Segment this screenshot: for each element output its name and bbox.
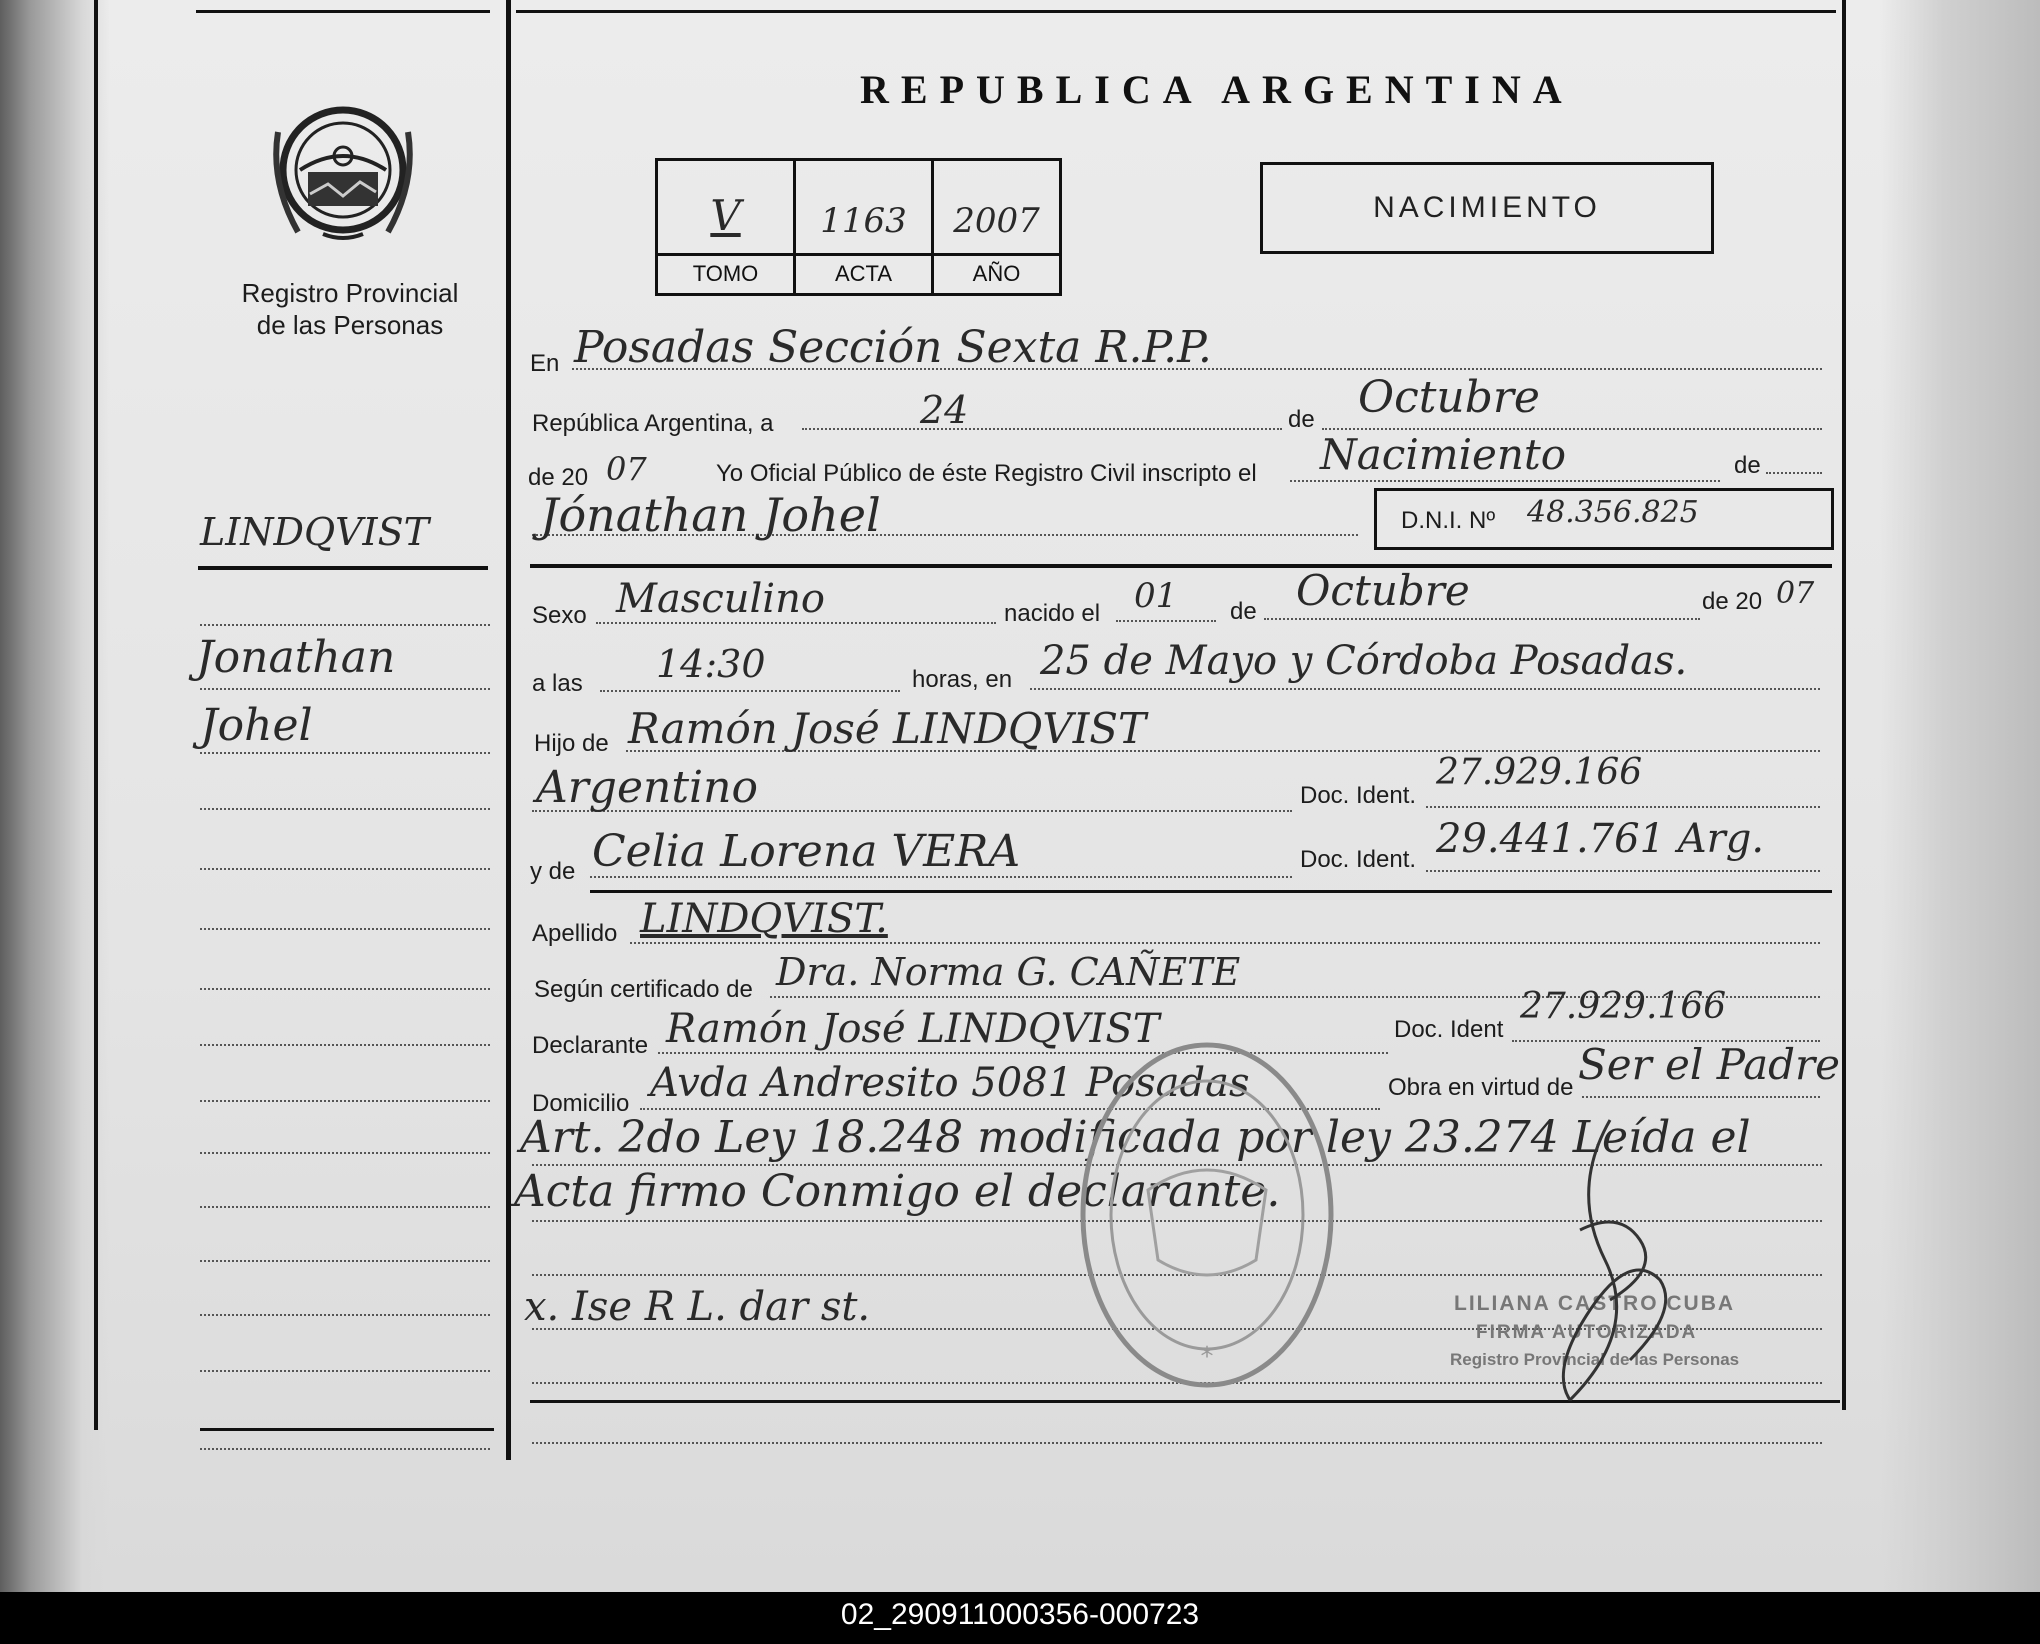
value-nacionalidad: Argentino: [536, 762, 758, 813]
value-doc-madre: 29.441.761 Arg.: [1436, 816, 1765, 862]
section-rule-1: [530, 564, 1832, 568]
misiones-seal-icon: [268, 92, 418, 247]
value-nacido-dia: 01: [1134, 576, 1178, 616]
label-apellido: Apellido: [532, 920, 618, 947]
label-doc-2: Doc. Ident.: [1300, 846, 1417, 873]
side-dotted-line: [200, 1100, 490, 1102]
province-seal: [268, 92, 418, 247]
label-sexo: Sexo: [532, 602, 587, 629]
tomo-label: TOMO: [692, 261, 759, 286]
label-horas: horas, en: [912, 666, 1013, 693]
side-dotted-line: [200, 1314, 490, 1316]
line-doc-padre: [1426, 806, 1820, 808]
section-rule-2: [590, 890, 1832, 893]
value-lugar-nac: 25 de Mayo y Córdoba Posadas.: [1040, 638, 1688, 684]
side-dotted-line: [200, 868, 490, 870]
side-dotted-line: [200, 1044, 490, 1046]
stamp-official-role: FIRMA AUTORIZADA: [1476, 1322, 1698, 1343]
label-a-las: a las: [532, 670, 583, 697]
value-declarante: Ramón José LINDQVIST: [666, 1006, 1160, 1052]
label-y-de: y de: [530, 858, 576, 885]
side-first-name: Jonathan: [196, 632, 396, 683]
value-nota-1: Art. 2do Ley 18.248 modificada por ley 23.274 Leída el: [520, 1112, 1751, 1163]
value-inscripto: Nacimiento: [1320, 430, 1567, 479]
label-republica: República Argentina, a: [532, 410, 774, 437]
acta-label: ACTA: [834, 261, 893, 286]
value-domicilio: Avda Andresito 5081 Posadas: [650, 1060, 1250, 1106]
value-doc-padre: 27.929.166: [1436, 752, 1643, 793]
line-nacido-dia: [1116, 620, 1216, 622]
registry-name-line2: de las Personas: [256, 310, 444, 340]
ano-value: 2007: [953, 201, 1040, 241]
value-anio: 07: [606, 450, 647, 488]
stamp-official-org: Registro Provincial de las Personas: [1450, 1350, 1740, 1369]
label-obra: Obra en virtud de: [1388, 1074, 1574, 1101]
dni-box: [1374, 488, 1834, 550]
side-dotted-line: [200, 688, 490, 690]
side-surname: LINDQVIST: [200, 510, 429, 554]
line-dia: [802, 428, 1282, 430]
value-padre: Ramón José LINDQVIST: [628, 704, 1147, 753]
act-type-box: NACIMIENTO: [1260, 162, 1714, 254]
value-nacido-anio: 07: [1776, 576, 1815, 611]
side-bottom-rule: [200, 1428, 494, 1431]
side-dotted-line: [200, 1370, 490, 1372]
official-signature: [1510, 1110, 1690, 1420]
value-dia: 24: [920, 388, 969, 432]
value-apellido: LINDQVIST.: [640, 896, 888, 942]
right-border-line: [1842, 0, 1846, 1410]
side-dotted-line: [200, 1206, 490, 1208]
value-doc-declarante: 27.929.166: [1520, 986, 1727, 1027]
line-obra: [1582, 1096, 1820, 1098]
side-dotted-line: [200, 752, 490, 754]
line-sexo: [596, 622, 996, 624]
label-doc-1: Doc. Ident.: [1300, 782, 1417, 809]
label-segun: Según certificado de: [534, 976, 753, 1003]
label-oficial: Yo Oficial Público de éste Registro Civil inscripto el: [716, 460, 1257, 487]
stamp-official-name: LILIANA CASTRO CUBA: [1454, 1292, 1736, 1315]
ano-label: AÑO: [972, 261, 1021, 286]
label-de-2: de: [1734, 452, 1761, 479]
label-nacido: nacido el: [1004, 600, 1101, 627]
official-round-stamp: [1078, 1040, 1336, 1390]
top-rule-left: [196, 10, 490, 13]
line-nacido-mes: [1264, 618, 1700, 620]
line-apellido: [630, 942, 1820, 944]
label-de: de: [1288, 406, 1315, 433]
side-second-name: Johel: [200, 700, 313, 751]
svg-text:*: *: [1200, 1342, 1214, 1372]
value-dni: 48.356.825: [1527, 495, 1699, 530]
act-reference-box: [655, 158, 1062, 296]
value-hora: 14:30: [656, 642, 766, 686]
line-de-2: [1766, 472, 1822, 474]
side-dotted-line: [200, 1448, 490, 1450]
side-dotted-line: [200, 928, 490, 930]
value-sexo: Masculino: [616, 576, 825, 622]
tomo-value: V: [710, 191, 741, 240]
line-doc-madre: [1426, 870, 1820, 872]
label-en: En: [530, 350, 560, 377]
top-rule-right: [516, 10, 1836, 13]
side-dotted-line: [200, 1260, 490, 1262]
value-firma-declarante: x. Ise R L. dar st.: [524, 1284, 871, 1330]
label-declarante: Declarante: [532, 1032, 649, 1059]
value-nombre: Jónathan Johel: [540, 488, 881, 542]
acta-value: 1163: [820, 201, 907, 241]
image-id-footer: 02_290911000356-000723: [0, 1592, 2040, 1644]
label-de-3: de: [1230, 598, 1257, 625]
notes-line: [532, 1442, 1822, 1444]
value-lugar: Posadas Sección Sexta R.P.P.: [574, 322, 1212, 373]
document-title: REPUBLICA ARGENTINA: [860, 67, 1574, 112]
line-lugar-nac: [1030, 688, 1820, 690]
label-doc-3: Doc. Ident: [1394, 1016, 1504, 1043]
column-divider-line: [506, 0, 511, 1460]
left-margin-line: [94, 0, 98, 1430]
side-dotted-line: [200, 808, 490, 810]
value-certificado: Dra. Norma G. CAÑETE: [776, 950, 1241, 994]
line-inscripto: [1290, 480, 1720, 482]
registry-name-line1: Registro Provincial: [241, 278, 459, 308]
value-mes: Octubre: [1358, 372, 1540, 423]
value-obra: Ser el Padre: [1578, 1040, 1840, 1089]
label-hijo: Hijo de: [534, 730, 609, 757]
value-nacido-mes: Octubre: [1296, 566, 1470, 615]
label-de20: de 20: [528, 464, 589, 491]
page-edge-right: [1880, 0, 2040, 1592]
value-nota-2: Acta firmo Conmigo el declarante.: [514, 1166, 1281, 1217]
side-dotted-line: [200, 988, 490, 990]
label-dni: D.N.I. Nº: [1401, 507, 1496, 534]
side-dotted-line: [200, 1152, 490, 1154]
side-surname-rule: [198, 566, 488, 570]
label-de20-b: de 20: [1702, 588, 1763, 615]
value-madre: Celia Lorena VERA: [592, 826, 1021, 877]
side-dotted-line: [200, 624, 490, 626]
line-hora: [600, 690, 900, 692]
label-domicilio: Domicilio: [532, 1090, 630, 1117]
